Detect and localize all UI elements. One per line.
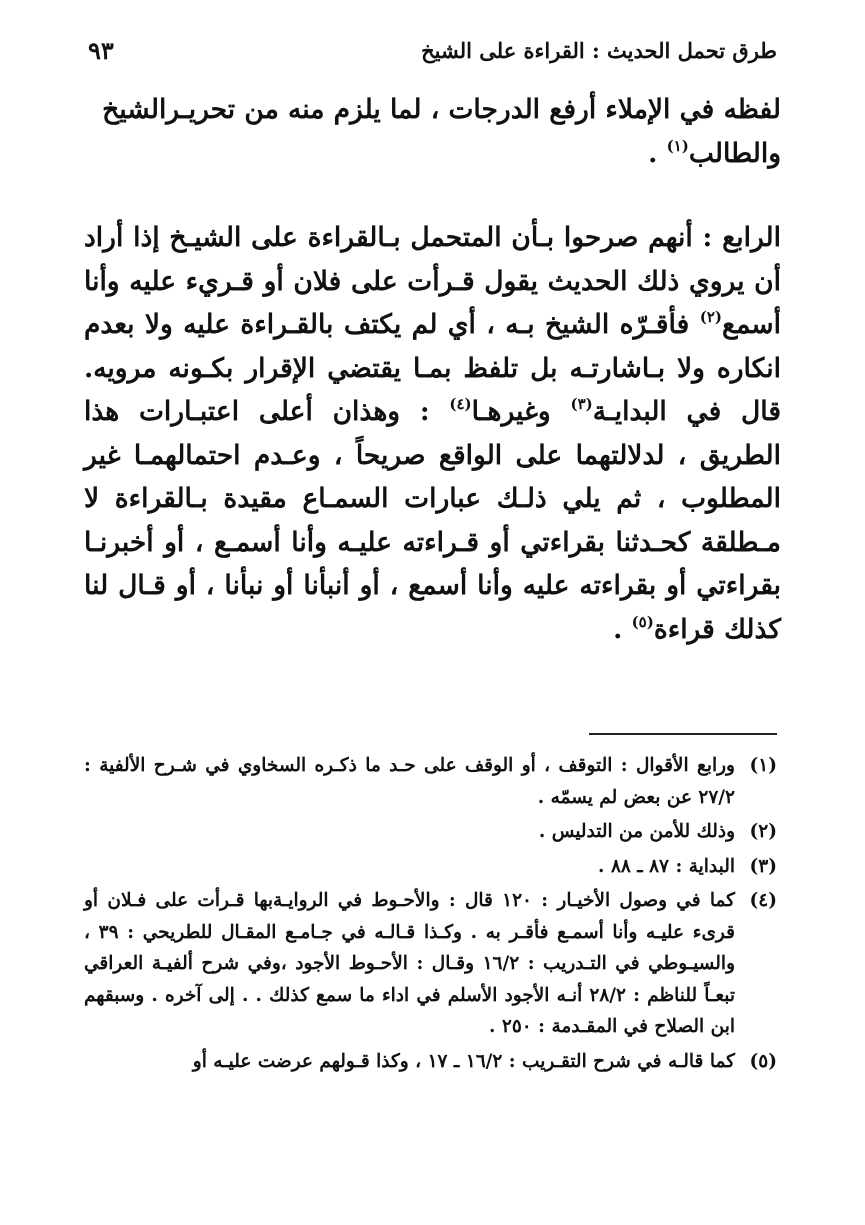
- footnote-ref-2[interactable]: (٢): [699, 308, 722, 326]
- footnote-separator: [589, 733, 777, 735]
- footnote-3: [84, 851, 777, 883]
- paragraph-1: [84, 88, 781, 175]
- footnote-ref-3[interactable]: (٣): [570, 395, 593, 413]
- paragraph-1-end: .: [648, 137, 667, 169]
- paragraph-2-part-d: : وهذان أعلى اعتبـارات هذا الطريق ، لدلالتهما على الواقع صريحاً ، وعـدم احتمالهمـا غير المطلوب ، ثم يلي ذلـك عبارات السمـاع مقيدة بـالقراءة لا مـطلقة كحـدثنا بقراءتي أو قـراءته عليـه وأنا أسمـع ، أو أخبرنـا بقراءتي أو بقراءته عليه وأنا أسمع ، أو أنبأنا أو نبأنا ، أو قـال لنا كذلك قراءة: [84, 396, 781, 645]
- paragraph-2-end: .: [613, 613, 632, 645]
- footnotes: [84, 750, 777, 1080]
- paragraph-1-line-1: لفظه في الإملاء أرفع الدرجات ، لما يلزم منه من تحريـرالشيخ: [102, 94, 781, 125]
- footnote-number: (١): [749, 755, 777, 776]
- footnote-number: (٤): [749, 890, 777, 911]
- footnote-text: البداية : ٨٧ ـ ٨٨ .: [598, 855, 735, 877]
- footnote-number: (٢): [749, 821, 777, 842]
- page-header: [88, 30, 777, 70]
- footnote-ref-4[interactable]: (٤): [449, 395, 472, 413]
- footnote-2: [84, 816, 777, 848]
- footnote-number: (٥): [749, 1050, 777, 1072]
- paragraph-2-part-a: الرابع : أنهم صرحوا بـأن المتحمل بـالقراءة على الشيـخ إذا أراد أن يروي ذلك الحديث يقول قـرأت على فلان أو قـريء عليه وأنا أسمع: [84, 222, 781, 340]
- footnote-number: (٣): [749, 855, 777, 877]
- paragraph-2: [84, 216, 781, 651]
- footnote-text: كما قالـه في شرح التقـريب : ١٦/٢ ـ ١٧ ، وكذا قـولهم عرضت عليـه أو: [192, 1050, 735, 1072]
- paragraph-1-line-2: والطالب: [688, 137, 781, 169]
- footnote-text: ورابع الأقوال : التوقف ، أو الوقف على حـد ما ذكـره السخاوي في شـرح الألفية : ٢٧/٢ عن بعض لم يسمّه .: [84, 755, 735, 808]
- paragraph-2-part-c: وغيرهـا: [471, 396, 571, 427]
- running-title: طرق تحمل الحديث : القراءة على الشيخ: [421, 37, 777, 63]
- main-text: [84, 88, 781, 651]
- footnote-4: [84, 885, 777, 1043]
- footnote-1: [84, 750, 777, 813]
- footnote-ref-5[interactable]: (٥): [631, 612, 654, 631]
- footnote-5: [84, 1046, 777, 1078]
- paragraph-2-part-b: فأقـرّه الشيخ بـه ، أي لم يكتف بالقـراءة عليه ولا بعدم انكاره ولا بـاشارتـه بل تلفظ بمـا يقتضي الإقرار بكـونه مرويه. قال في البدايـة: [84, 309, 782, 427]
- footnote-ref-1[interactable]: (١): [666, 136, 689, 155]
- footnote-text: كما في وصول الأخيـار : ١٢٠ قال : والأحـوط في الروايـةبها قـرأت على فـلان أو قرىء عليـه وأنا أسمـع فأقـر به . وكـذا قـالـه في جـامـع المقـال للطريحي : ٣٩ ، والسيـوطي في التـدريب : ١٦/٢ وقـال : الأحـوط الأجود ،وفي شرح ألفيـة العراقي تبعـاً للناظم : ٢٨/٢ أنـه الأجود الأسلم في اداء ما سمع كذلك . . إلى آخره . وسبقهم ابن الصلاح في المقـدمة : ٢٥٠ .: [84, 890, 736, 1037]
- page-number: ٩٣: [88, 35, 114, 65]
- footnote-text: وذلك للأمن من التدليس .: [538, 821, 735, 842]
- paragraph-gap: [84, 175, 781, 216]
